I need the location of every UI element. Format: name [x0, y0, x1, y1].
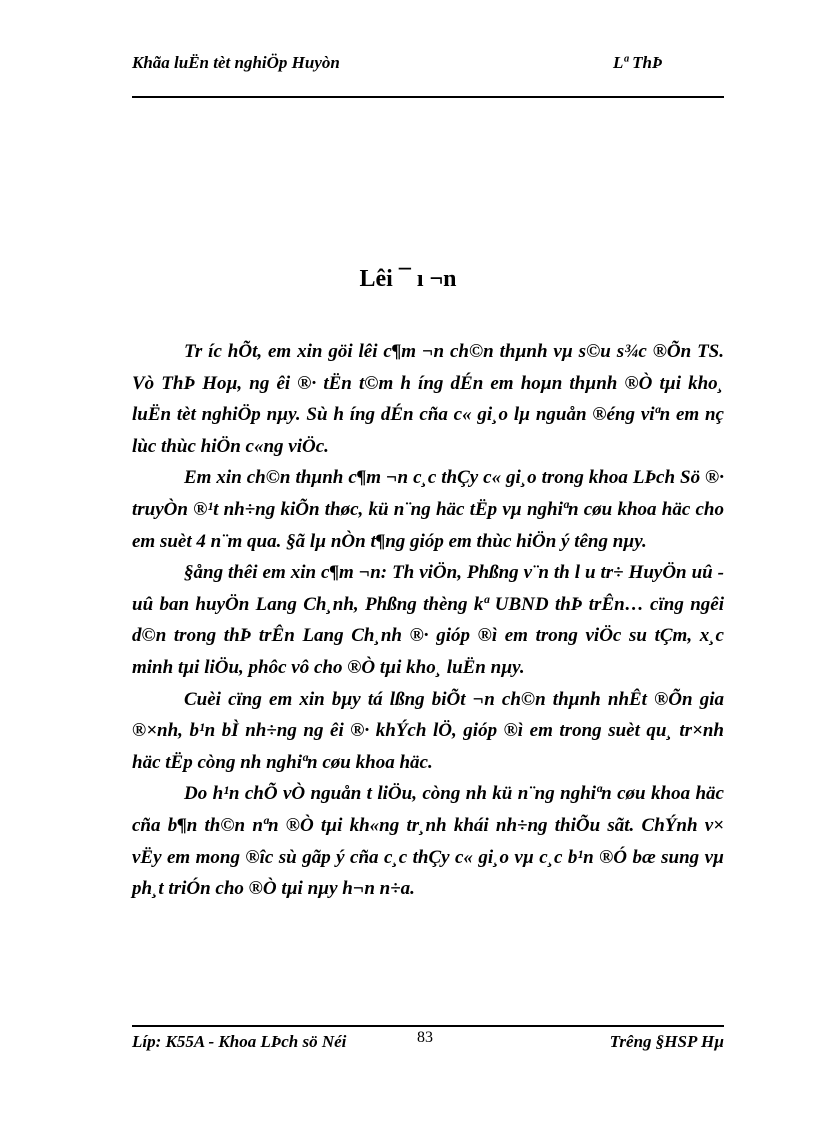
footer-rule — [132, 1025, 724, 1027]
paragraph-4: Cuèi cïng em xin bµy tá lßng biÕt ¬n ch©n thµnh nhÊt ®Õn gia ®×nh, b¹n bÌ nh÷ng ng êi ®· khÝch lÖ, gióp ®ì em trong suèt qu¸ tr×nh häc tËp còng nh nghiªn cøu khoa häc. — [132, 688, 724, 773]
footer-right-text: Trêng §HSP Hµ — [609, 1032, 724, 1051]
paragraph-5: Do h¹n chÕ vÒ nguån t liÖu, còng nh kü n¨ng nghiªn cøu khoa häc cña b¶n th©n nªn ®Ò tµi kh«ng tr¸nh khái nh÷ng thiÕu sãt. ChÝnh v× vËy em mong ®îc sù gãp ý cña c¸c thÇy c« gi¸o vµ c¸c b¹n ®Ó bæ sung vµ ph¸t triÓn cho ®Ò tµi nµy h¬n n÷a. — [132, 783, 724, 900]
header-left-text: Khãa luËn tèt nghiÖp Huyòn — [132, 53, 340, 72]
footer-left-text: Líp: K55A - Khoa LÞch sö Néi — [132, 1032, 347, 1051]
page-number: 83 — [417, 1029, 433, 1046]
paragraph-3: §ång thêi em xin c¶m ¬n: Th viÖn, Phßng v¨n th l u tr÷ HuyÖn uû - uû ban huyÖn Lang Ch¸nh, Phßng thèng kª UBND thÞ trÊn… cïng ngêi d©n trong thÞ trÊn Lang Ch¸nh ®· gióp ®ì em trong viÖc su tÇm, x¸c minh tµi liÖu, phôc vô cho ®Ò tµi kho¸ luËn nµy. — [132, 562, 724, 678]
page-title: Lêi ¯ ı ¬n — [359, 266, 457, 292]
paragraph-2: Em xin ch©n thµnh c¶m ¬n c¸c thÇy c« gi¸o trong khoa LÞch Sö ®· truyÒn ®¹t nh÷ng kiÕn thøc, kü n¨ng häc tËp vµ nghiªn cøu khoa häc cho em suèt 4 n¨m qua. §ã lµ nÒn t¶ng gióp em thùc hiÖn ý têng nµy. — [132, 467, 724, 552]
header-right-text: Lª ThÞ — [613, 53, 663, 72]
header-rule — [132, 96, 724, 98]
body-text — [132, 336, 724, 905]
paragraph-1: Tr íc hÕt, em xin göi lêi c¶m ¬n ch©n thµnh vµ s©u s¾c ®Õn TS. Vò ThÞ Hoµ, ng êi ®· tËn t©m h íng dÉn em hoµn thµnh ®Ò tµi kho¸ luËn tèt nghiÖp nµy. Sù h íng dÉn cña c« gi¸o lµ nguån ®éng viªn em nç lùc thùc hiÖn c«ng viÖc. — [132, 341, 724, 457]
